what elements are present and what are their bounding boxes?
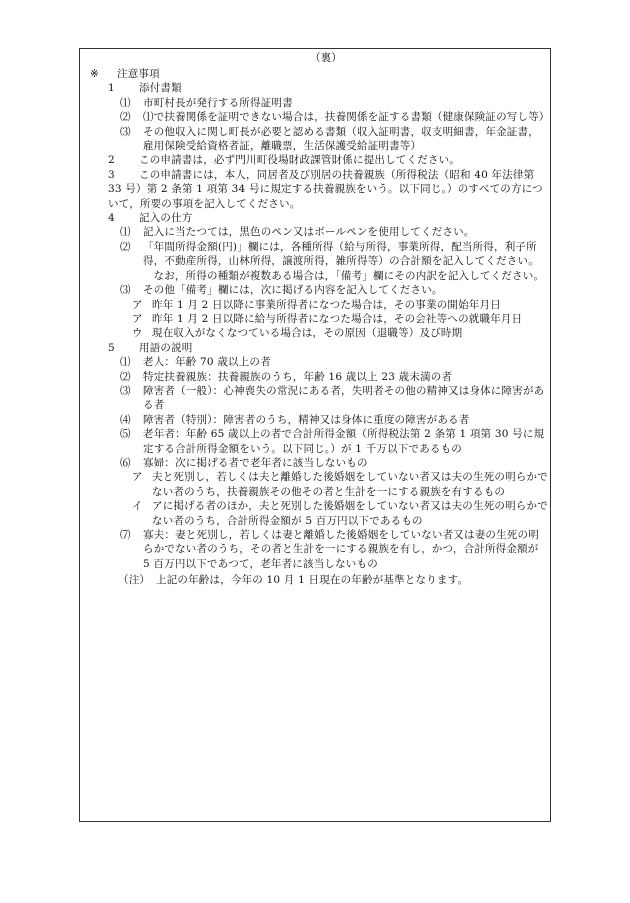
list-item	[120, 384, 548, 413]
notes-content	[90, 51, 548, 588]
item-label: ⑴	[120, 356, 131, 369]
sub-text: 夫と死別し，若しくは夫と離婚した後婚姻をしていない者又は夫の生死の明らかでない者のうち，扶養親族その他その者と生計を一にする親族を有するもの	[152, 471, 548, 498]
item-label: ⑶	[120, 284, 131, 297]
sub-text: 昨年 1 月 2 日以降に給与所得者になつた場合は，その会社等への就職年月日	[152, 312, 523, 325]
item-text: 記入に当たつては，黒色のペン又はボールペンを使用してください。	[143, 226, 475, 239]
section-number: 4	[108, 212, 115, 225]
item-text: 「年間所得金額(円)」欄には，各種所得（給与所得，事業所得，配当所得，利子所得，不動産所得，山林所得，譲渡所得，雑所得等）の合計額を記入してください。	[143, 240, 539, 268]
item-text: 市町村長が発行する所得証明書	[143, 96, 293, 109]
item-label: ⑸	[120, 428, 131, 441]
section-title: 添付書類	[139, 82, 182, 95]
item-text: 障害者（一般）：心神喪失の常況にある者，失明者その他の精神又は身体に障害がある者	[143, 384, 545, 412]
list-item	[120, 283, 548, 297]
item-label: ⑶	[120, 125, 131, 138]
list-item	[120, 125, 548, 154]
section-number: 2	[108, 154, 115, 167]
section-number: 1	[108, 82, 115, 95]
item-text: 寡夫：妻と死別し，若しくは妻と離婚した後婚姻をしていない者又は妻の生死の明らかでない者のうち，その者と生計を一にする親族を有し，かつ，合計所得金額が 5 百万円以下であつて，老年者に該当しないもの	[143, 529, 539, 570]
sub-label: イ	[132, 500, 143, 513]
sub-text: アに掲げる者のほか，夫と死別した後婚姻をしていない者又は夫の生死の明らかでない者のうち，合計所得金額が 5 百万円以下であるもの	[152, 500, 548, 527]
page-label: （裏）	[309, 52, 343, 64]
item-text: その他「備考」欄には，次に掲げる内容を記入してください。	[143, 284, 443, 297]
section-number: 3	[108, 168, 115, 181]
sub-item	[132, 470, 548, 499]
section-4-heading	[108, 211, 548, 225]
item-text: ⑴で扶養関係を証明できない場合は，扶養関係を証する書類（健康保険証の写し等）	[143, 111, 550, 124]
footnote-text: 上記の年齢は，今年の 10 月 1 日現在の年齢が基準となります。	[156, 574, 469, 587]
item-text-block	[143, 240, 548, 283]
list-item	[120, 456, 548, 470]
section-number: 5	[108, 341, 115, 354]
item-label: ⑷	[120, 413, 131, 426]
sub-label: ア	[132, 298, 143, 311]
list-item	[120, 427, 548, 456]
section-1-heading	[108, 81, 548, 95]
item-label: ⑺	[120, 529, 131, 541]
section-5-heading	[108, 341, 548, 355]
footnote	[118, 573, 548, 587]
item-text: 老年者：年齢 65 歳以上の者で合計所得金額（所得税法第 2 条第 1 項第 30 号に規定する合計所得金額をいう。以下同じ。）が 1 千万以下であるもの	[143, 428, 545, 455]
section-3	[108, 168, 548, 211]
sub-item	[132, 298, 548, 312]
item-text: 寡婦：次に掲げる者で老年者に該当しないもの	[143, 456, 368, 469]
item-text: 特定扶養親族：扶養親族のうち，年齢 16 歳以上 23 歳未満の者	[143, 370, 453, 383]
item-text: 障害者（特別）：障害者のうち，精神又は身体に重度の障害がある者	[143, 413, 470, 426]
section-text: この申請書は，必ず門川町役場財政課管財係に提出してください。	[139, 154, 460, 167]
item-label: ⑵	[120, 111, 131, 124]
list-item	[120, 528, 548, 571]
section-title: 用語の説明	[139, 341, 193, 354]
sub-label: ア	[132, 471, 143, 484]
notes-heading	[90, 67, 548, 81]
sub-label: ア	[132, 312, 143, 325]
list-item	[120, 370, 548, 384]
list-item	[120, 110, 548, 124]
sub-text: 現在収入がなくなつている場合は，その原因（退職等）及び時期	[152, 327, 463, 340]
sub-text: 昨年 1 月 2 日以降に事業所得者になつた場合は，その事業の開始年月日	[152, 298, 501, 311]
list-item	[120, 96, 548, 110]
footnote-label: （注）	[118, 574, 151, 587]
section-2	[108, 153, 548, 167]
notes-title: 注意事項	[117, 68, 160, 80]
sub-label: ウ	[132, 327, 143, 340]
list-item	[120, 413, 548, 427]
asterisk-mark: ※	[90, 68, 99, 80]
item-label: ⑵	[120, 240, 131, 253]
list-item	[120, 225, 548, 239]
item-label: ⑴	[120, 226, 131, 239]
sub-item	[132, 499, 548, 528]
item-text: その他収入に関し町長が必要と認める書類（収入証明書，収支明細書，年金証書，雇用保険受給資格者証，離職票，生活保護受給証明書等）	[143, 125, 539, 153]
item-label: ⑹	[120, 456, 131, 469]
section-title: 記入の仕方	[139, 212, 193, 225]
item-label: ⑶	[120, 384, 131, 397]
sub-item	[132, 312, 548, 326]
sub-item	[132, 326, 548, 340]
item-text: 老人：年齢 70 歳以上の者	[143, 356, 271, 369]
section-text: この申請書には，本人，同居者及び別居の扶養親族（所得税法（昭和 40 年法律第 33 号）第 2 条第 1 項第 34 号に規定する扶養親族をいう。以下同じ。）のすべての方について，所要の事項を記入してください。	[108, 168, 543, 210]
list-item	[120, 355, 548, 369]
item-label: ⑵	[120, 370, 131, 383]
list-item	[120, 240, 548, 283]
item-label: ⑴	[120, 96, 131, 109]
item-extra-text: なお，所得の種類が複数ある場合は，「備考」欄にその内訳を記入してください。	[153, 269, 545, 282]
